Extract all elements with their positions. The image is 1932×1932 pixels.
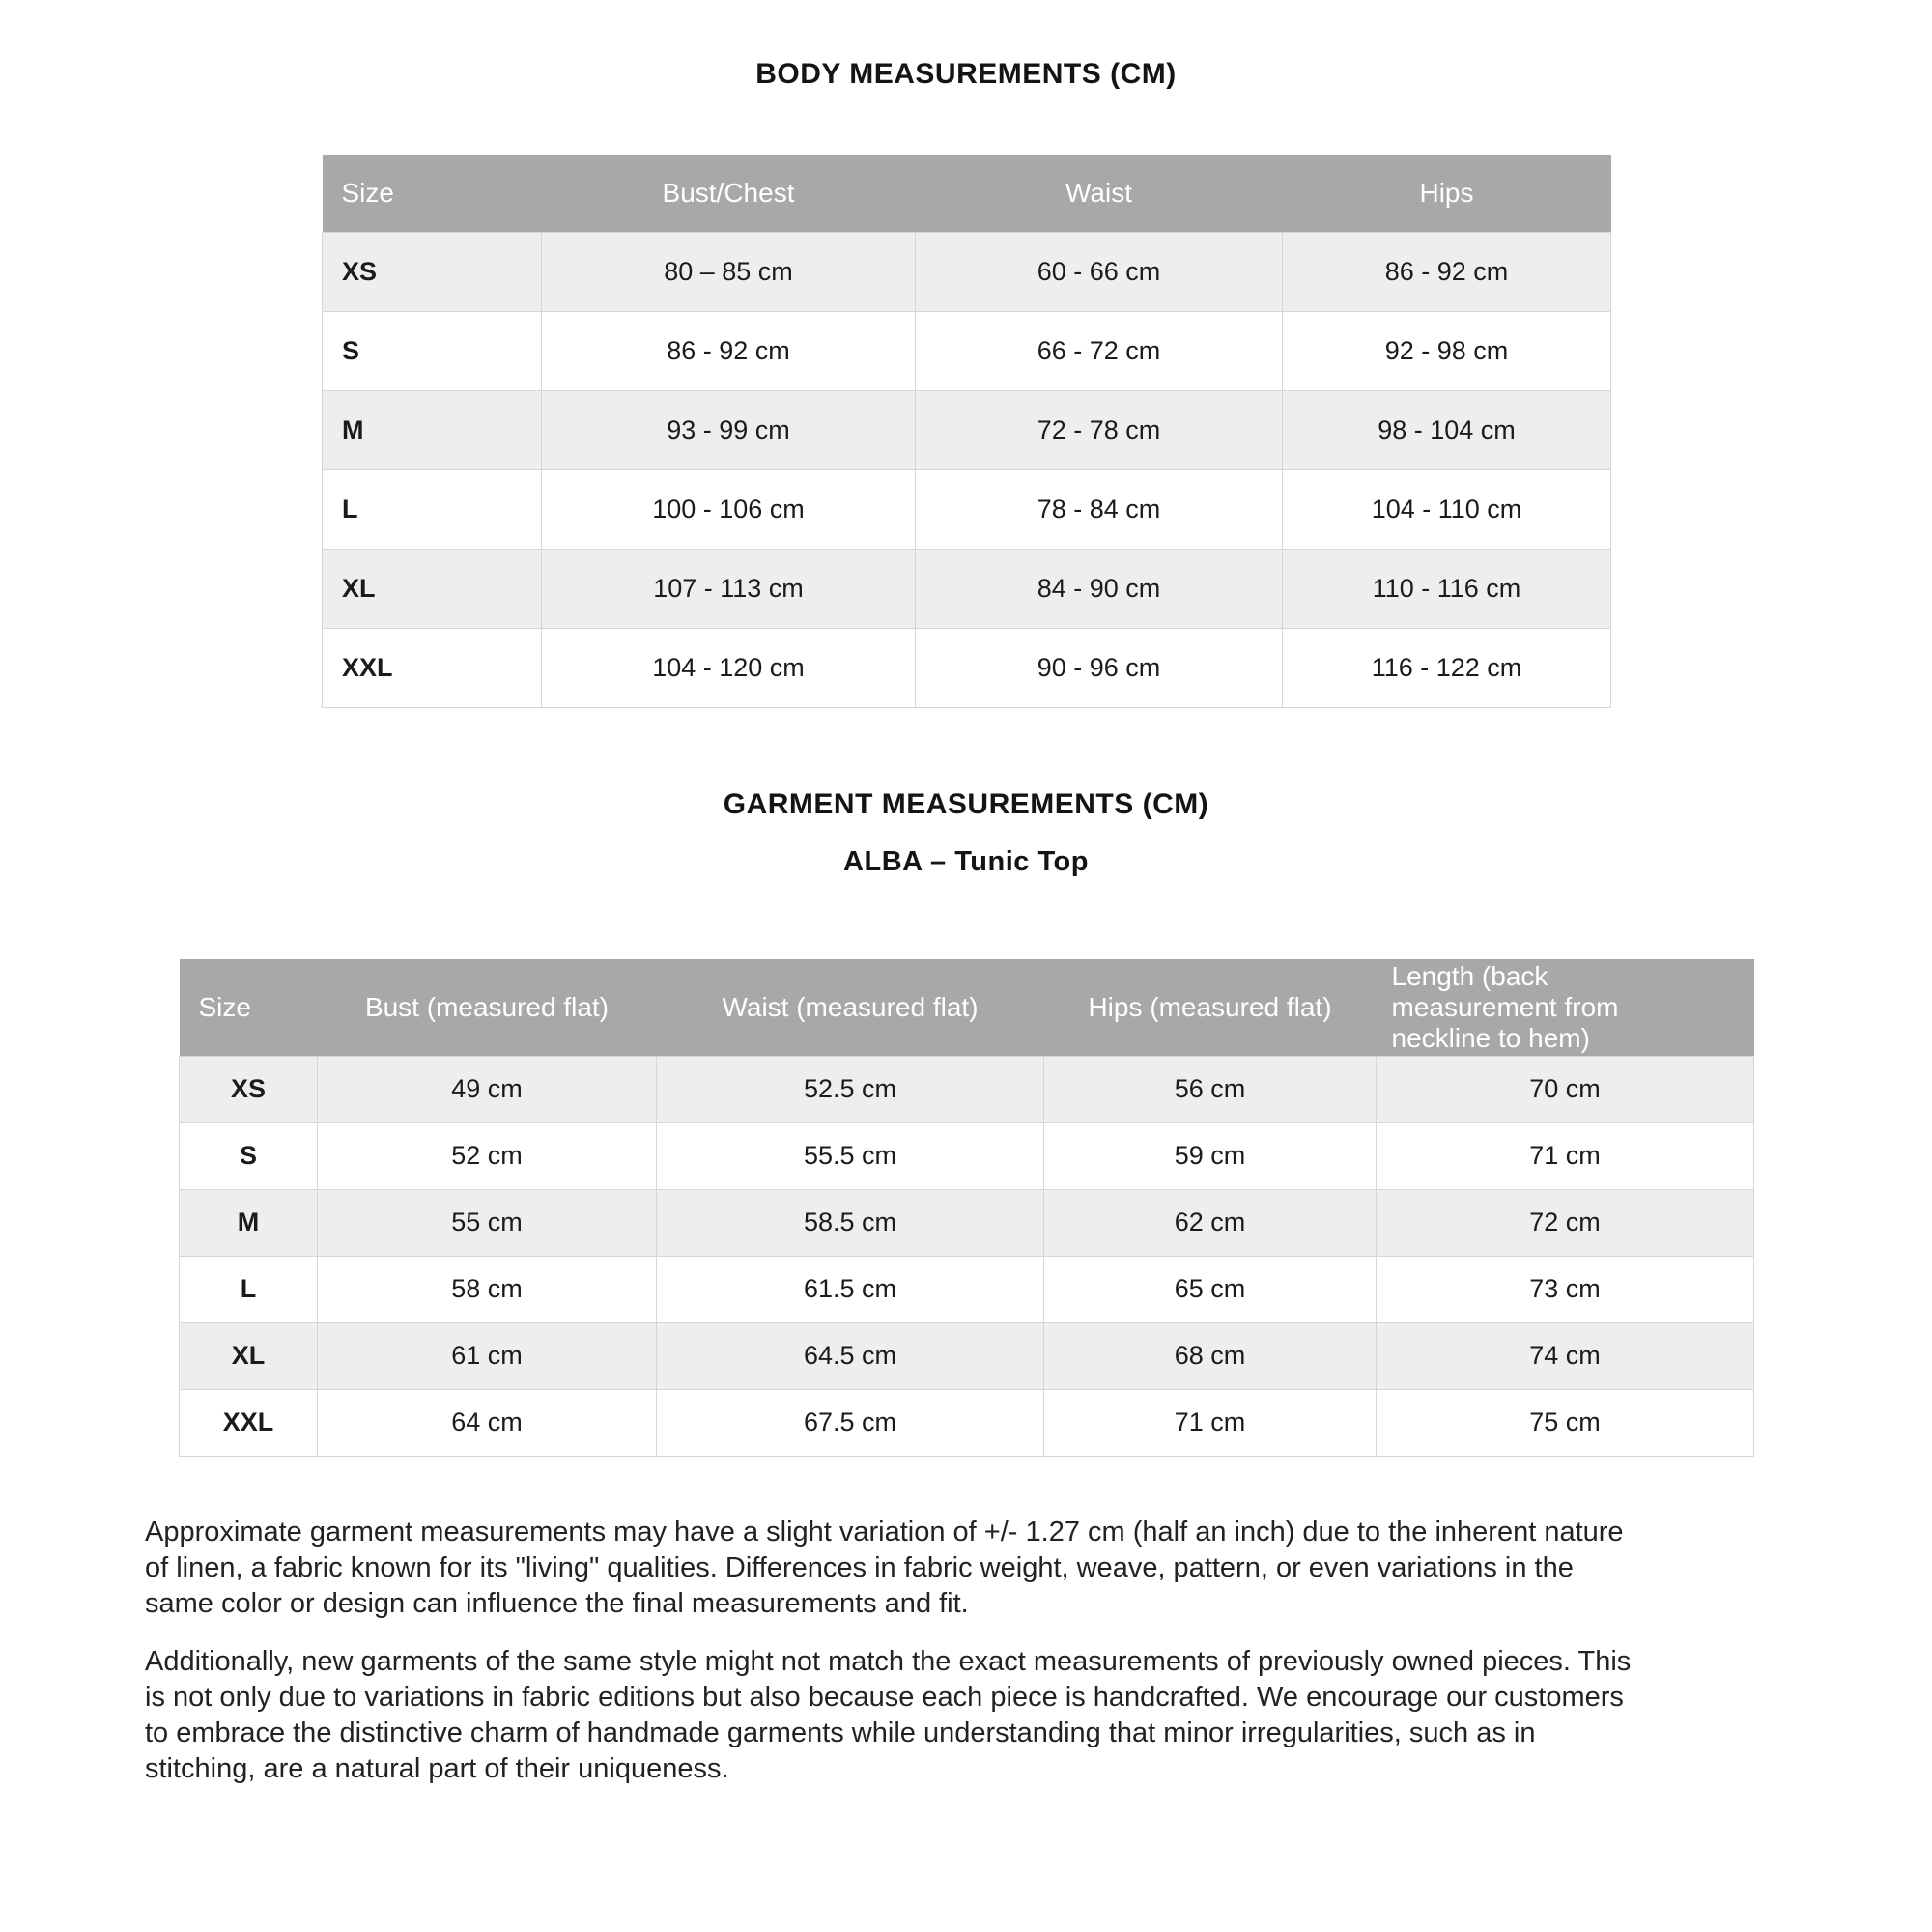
waist-cell: 52.5 cm (657, 1056, 1044, 1122)
bust-cell: 64 cm (318, 1389, 657, 1456)
bust-chest-cell: 107 - 113 cm (542, 549, 916, 628)
body-column-header-hips: Hips (1283, 155, 1611, 232)
measurement-notes (145, 1515, 1845, 1809)
size-cell: XL (323, 549, 542, 628)
hips-cell: 59 cm (1044, 1122, 1377, 1189)
hips-cell: 86 - 92 cm (1283, 232, 1611, 311)
hips-cell: 68 cm (1044, 1322, 1377, 1389)
size-cell: M (323, 390, 542, 469)
hips-cell: 65 cm (1044, 1256, 1377, 1322)
size-cell: L (323, 469, 542, 549)
note-paragraph-handcrafted (145, 1644, 1845, 1787)
bust-chest-cell: 80 – 85 cm (542, 232, 916, 311)
note-line: to embrace the distinctive charm of handmade garments while understanding that minor irregularities, such as in (145, 1718, 1536, 1748)
garment-measurements-table (179, 959, 1754, 1457)
waist-cell: 67.5 cm (657, 1389, 1044, 1456)
waist-cell: 78 - 84 cm (916, 469, 1283, 549)
garment-column-header-waist: Waist (measured flat) (657, 959, 1044, 1056)
waist-cell: 66 - 72 cm (916, 311, 1283, 390)
hips-cell: 56 cm (1044, 1056, 1377, 1122)
size-cell: L (180, 1256, 318, 1322)
table-row-m (323, 390, 1611, 469)
note-line: of linen, a fabric known for its "living" qualities. Differences in fabric weight, weave, pattern, or even variations in the (145, 1552, 1574, 1583)
waist-cell: 61.5 cm (657, 1256, 1044, 1322)
waist-cell: 84 - 90 cm (916, 549, 1283, 628)
body-table-header-row (323, 155, 1611, 232)
note-line: same color or design can influence the final measurements and fit. (145, 1588, 969, 1619)
hips-cell: 71 cm (1044, 1389, 1377, 1456)
waist-cell: 60 - 66 cm (916, 232, 1283, 311)
garment-measurements-title: GARMENT MEASUREMENTS (CM) (723, 788, 1209, 820)
size-cell: M (180, 1189, 318, 1256)
garment-column-header-length: Length (back measurement from neckline to hem) (1377, 959, 1754, 1056)
hips-cell: 92 - 98 cm (1283, 311, 1611, 390)
body-column-header-waist: Waist (916, 155, 1283, 232)
note-line: stitching, are a natural part of their uniqueness. (145, 1753, 729, 1784)
waist-cell: 58.5 cm (657, 1189, 1044, 1256)
garment-column-header-hips: Hips (measured flat) (1044, 959, 1377, 1056)
note-line: Approximate garment measurements may have a slight variation of +/- 1.27 cm (half an inch) due to the inherent nature (145, 1517, 1624, 1548)
hips-cell: 104 - 110 cm (1283, 469, 1611, 549)
note-paragraph-variation (145, 1515, 1845, 1622)
note-line: Additionally, new garments of the same style might not match the exact measurements of previously owned pieces. This (145, 1646, 1632, 1677)
hips-cell: 98 - 104 cm (1283, 390, 1611, 469)
hips-cell: 110 - 116 cm (1283, 549, 1611, 628)
table-row-xl (180, 1322, 1754, 1389)
length-cell: 72 cm (1377, 1189, 1754, 1256)
body-column-header-bust-chest: Bust/Chest (542, 155, 916, 232)
length-cell: 70 cm (1377, 1056, 1754, 1122)
hips-cell: 116 - 122 cm (1283, 628, 1611, 707)
length-cell: 74 cm (1377, 1322, 1754, 1389)
bust-cell: 52 cm (318, 1122, 657, 1189)
waist-cell: 90 - 96 cm (916, 628, 1283, 707)
bust-cell: 49 cm (318, 1056, 657, 1122)
table-row-s (180, 1122, 1754, 1189)
body-measurements-title: BODY MEASUREMENTS (CM) (755, 58, 1177, 90)
bust-chest-cell: 100 - 106 cm (542, 469, 916, 549)
table-row-s (323, 311, 1611, 390)
bust-chest-cell: 104 - 120 cm (542, 628, 916, 707)
garment-column-header-bust: Bust (measured flat) (318, 959, 657, 1056)
length-cell: 71 cm (1377, 1122, 1754, 1189)
garment-column-header-size: Size (180, 959, 318, 1056)
table-row-l (323, 469, 1611, 549)
bust-chest-cell: 93 - 99 cm (542, 390, 916, 469)
bust-cell: 58 cm (318, 1256, 657, 1322)
hips-cell: 62 cm (1044, 1189, 1377, 1256)
waist-cell: 72 - 78 cm (916, 390, 1283, 469)
table-row-m (180, 1189, 1754, 1256)
table-row-xs (180, 1056, 1754, 1122)
size-cell: S (180, 1122, 318, 1189)
waist-cell: 64.5 cm (657, 1322, 1044, 1389)
table-row-xxl (323, 628, 1611, 707)
size-cell: XXL (180, 1389, 318, 1456)
bust-cell: 55 cm (318, 1189, 657, 1256)
length-cell: 73 cm (1377, 1256, 1754, 1322)
bust-chest-cell: 86 - 92 cm (542, 311, 916, 390)
size-cell: XS (323, 232, 542, 311)
table-row-xl (323, 549, 1611, 628)
size-cell: XXL (323, 628, 542, 707)
length-cell: 75 cm (1377, 1389, 1754, 1456)
note-line: is not only due to variations in fabric editions but also because each piece is handcrafted. We encourage our customers (145, 1682, 1624, 1713)
waist-cell: 55.5 cm (657, 1122, 1044, 1189)
garment-name-subtitle: ALBA – Tunic Top (843, 846, 1089, 877)
bust-cell: 61 cm (318, 1322, 657, 1389)
table-row-xs (323, 232, 1611, 311)
size-cell: XL (180, 1322, 318, 1389)
body-measurements-table (322, 155, 1611, 708)
table-row-xxl (180, 1389, 1754, 1456)
table-row-l (180, 1256, 1754, 1322)
size-cell: S (323, 311, 542, 390)
size-cell: XS (180, 1056, 318, 1122)
body-column-header-size: Size (323, 155, 542, 232)
garment-table-header-row (180, 959, 1754, 1056)
